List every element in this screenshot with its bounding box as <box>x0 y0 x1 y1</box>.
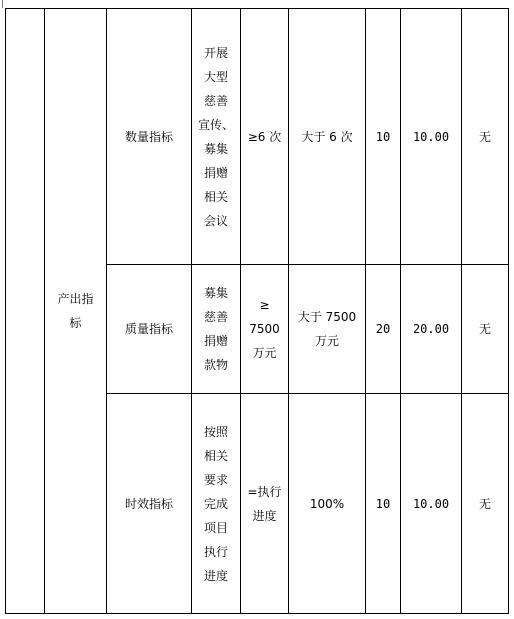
indicator-line: 慈善 <box>203 93 228 108</box>
weight-cell: 20 <box>366 265 401 394</box>
actual-line: 大于 7500 <box>297 310 357 324</box>
weight-cell: 10 <box>366 394 401 614</box>
target-line: 进度 <box>252 508 277 523</box>
indicator-line: 款物 <box>203 358 228 372</box>
indicator-line: 大型 <box>203 69 228 84</box>
performance-indicator-table <box>5 8 509 614</box>
indicator-cell <box>192 394 241 614</box>
score-cell: 10.00 <box>401 9 462 265</box>
indicator-line: 项目 <box>203 520 228 535</box>
actual-cell: 大于 6 次 <box>289 9 366 265</box>
remark-cell: 无 <box>462 394 509 614</box>
indicator-cell <box>192 9 241 265</box>
target-line: 7500 <box>249 322 280 336</box>
target-line: 万元 <box>252 346 277 360</box>
indicator-line: 开展 <box>203 45 228 60</box>
indicator-line: 执行 <box>203 544 228 559</box>
indicator-line: 按照 <box>203 424 228 439</box>
indicator-line: 慈善 <box>203 310 228 324</box>
indicator-line: 会议 <box>203 213 228 228</box>
indicator-line: 相关 <box>203 189 228 204</box>
blank-first-column-cell <box>6 9 45 614</box>
target-cell <box>241 265 289 394</box>
indicator-line: 宣传、 <box>197 117 234 132</box>
score-cell: 20.00 <box>401 265 462 394</box>
target-line: =执行 <box>247 484 282 499</box>
indicator-cell <box>192 265 241 394</box>
indicator-line: 捐赠 <box>203 165 228 180</box>
indicator-line: 募集 <box>203 286 228 300</box>
actual-cell <box>289 265 366 394</box>
page-edge-mark <box>2 0 3 8</box>
target-line: ≥ <box>259 298 270 312</box>
target-cell: ≥6 次 <box>241 9 289 265</box>
subcategory-cell: 时效指标 <box>107 394 192 614</box>
indicator-line: 完成 <box>203 496 228 511</box>
target-cell <box>241 394 289 614</box>
category-line: 产出指 <box>57 292 94 306</box>
category-cell <box>45 9 107 614</box>
indicator-line: 要求 <box>203 472 228 487</box>
score-cell: 10.00 <box>401 394 462 614</box>
weight-cell: 10 <box>366 9 401 265</box>
remark-cell: 无 <box>462 265 509 394</box>
indicator-line: 捐赠 <box>203 334 228 348</box>
remark-cell: 无 <box>462 9 509 265</box>
category-line: 标 <box>69 316 82 330</box>
indicator-line: 相关 <box>203 448 228 463</box>
actual-line: 万元 <box>314 334 339 348</box>
indicator-line: 进度 <box>203 568 228 583</box>
subcategory-cell: 质量指标 <box>107 265 192 394</box>
subcategory-cell: 数量指标 <box>107 9 192 265</box>
table-row <box>6 9 509 265</box>
indicator-line: 募集 <box>203 141 228 156</box>
actual-cell: 100% <box>289 394 366 614</box>
